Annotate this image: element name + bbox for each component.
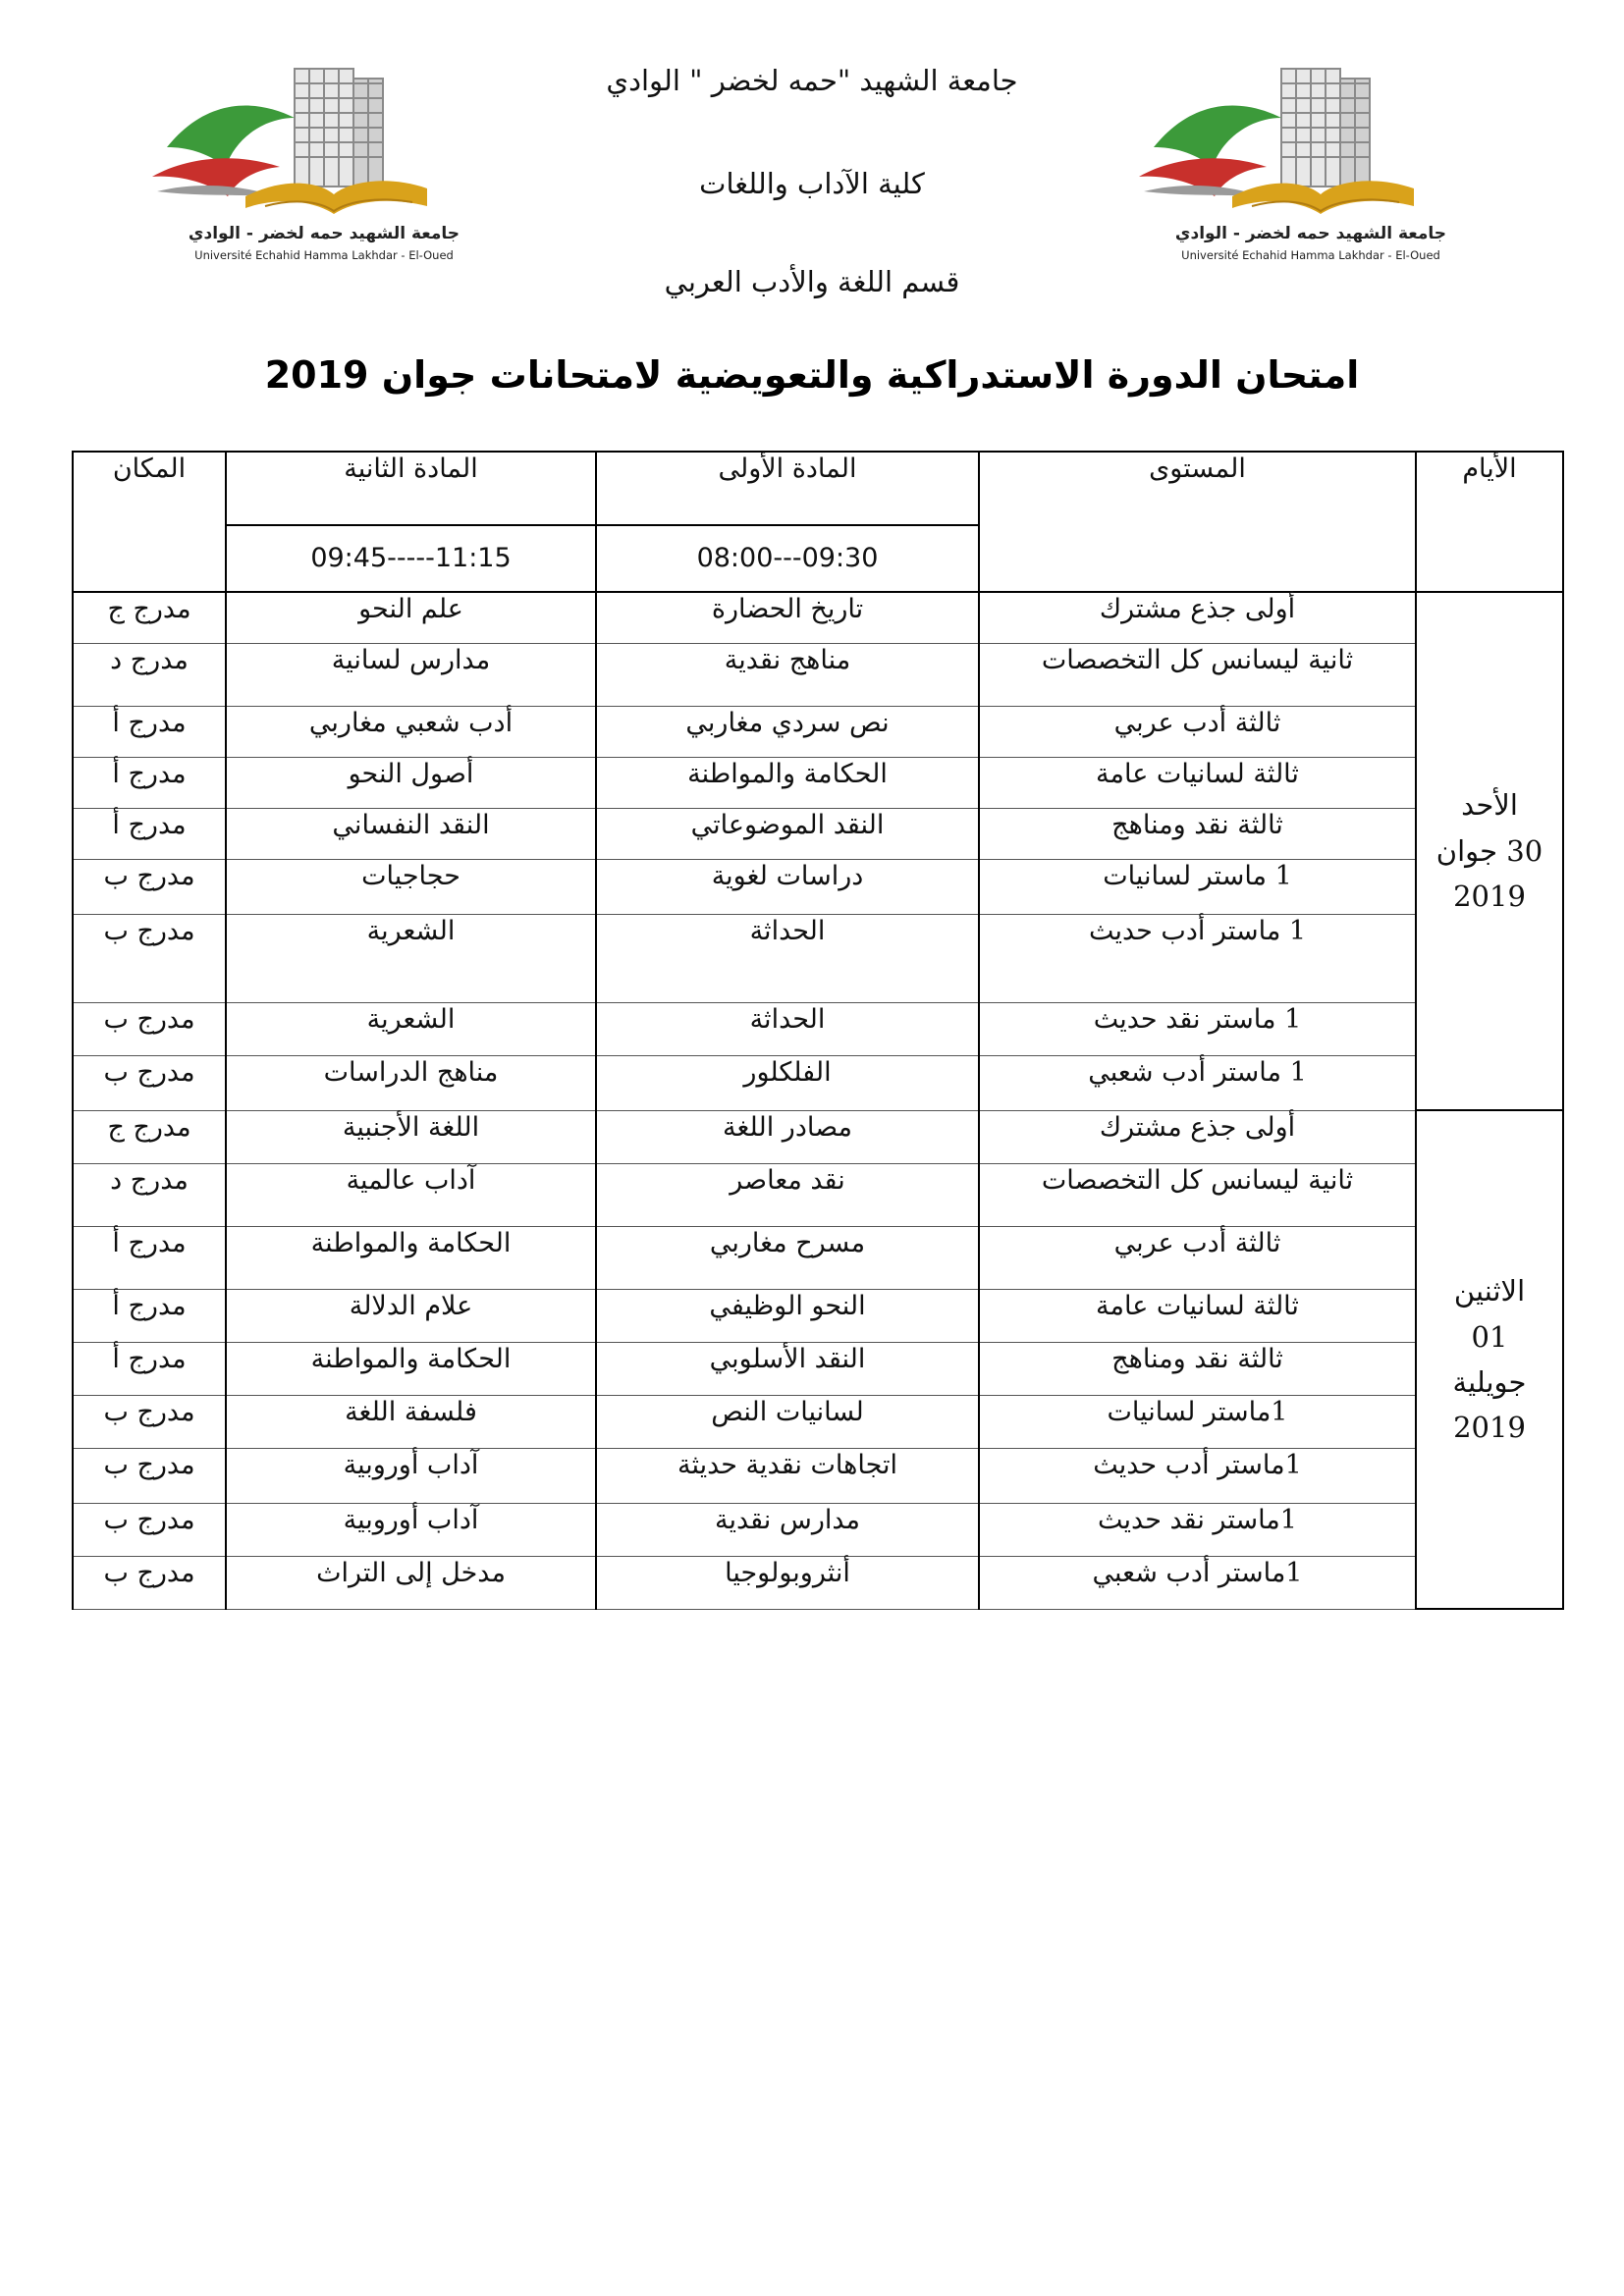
place-cell: مدرج د bbox=[73, 643, 226, 706]
table-row bbox=[73, 1163, 1563, 1226]
subject1-cell: النقد الموضوعاتي bbox=[596, 808, 979, 859]
place-cell: مدرج ج bbox=[73, 592, 226, 643]
place-cell: مدرج د bbox=[73, 1163, 226, 1226]
subject1-cell: الحكامة والمواطنة bbox=[596, 757, 979, 808]
subject1-cell: أنثروبولوجيا bbox=[596, 1556, 979, 1609]
header-time2: 09:45-----11:15 bbox=[226, 525, 596, 592]
level-cell: ثالثة أدب عربي bbox=[979, 1226, 1416, 1289]
faculty-name: كلية الآداب واللغات bbox=[699, 167, 925, 200]
subject2-cell: الحكامة والمواطنة bbox=[226, 1226, 596, 1289]
subject1-cell: مصادر اللغة bbox=[596, 1110, 979, 1163]
subject2-cell: مناهج الدراسات bbox=[226, 1055, 596, 1110]
subject1-cell: الحداثة bbox=[596, 1002, 979, 1055]
day-cell bbox=[1416, 592, 1563, 1110]
header-time1: 08:00---09:30 bbox=[596, 525, 979, 592]
day-label-line: جويلية bbox=[1452, 1365, 1527, 1399]
university-name: جامعة الشهيد "حمه لخضر " الوادي bbox=[606, 64, 1018, 97]
subject2-cell: علام الدلالة bbox=[226, 1289, 596, 1342]
level-cell: ثالثة أدب عربي bbox=[979, 706, 1416, 757]
level-cell: 1ماستر أدب حديث bbox=[979, 1448, 1416, 1503]
subject1-cell: النحو الوظيفي bbox=[596, 1289, 979, 1342]
day-label-line: الأحد bbox=[1461, 788, 1518, 823]
subject2-cell: آداب أوروبية bbox=[226, 1448, 596, 1503]
page-title: امتحان الدورة الاستدراكية والتعويضية لامتحانات جوان 2019 bbox=[264, 353, 1360, 397]
place-cell: مدرج أ bbox=[73, 1342, 226, 1395]
table-row bbox=[73, 1289, 1563, 1342]
subject1-cell: الحداثة bbox=[596, 914, 979, 1002]
table-row bbox=[73, 808, 1563, 859]
table-row bbox=[73, 643, 1563, 706]
subject1-cell: مسرح مغاربي bbox=[596, 1226, 979, 1289]
place-cell: مدرج ج bbox=[73, 1110, 226, 1163]
subject2-cell: مدارس لسانية bbox=[226, 643, 596, 706]
level-cell: أولى جذع مشترك bbox=[979, 592, 1416, 643]
day-group-sunday bbox=[73, 592, 1563, 1110]
place-cell: مدرج أ bbox=[73, 1226, 226, 1289]
table-row bbox=[73, 1448, 1563, 1503]
table-row bbox=[73, 1226, 1563, 1289]
table-row bbox=[73, 1503, 1563, 1556]
level-cell: 1ماستر نقد حديث bbox=[979, 1503, 1416, 1556]
subject2-cell: فلسفة اللغة bbox=[226, 1395, 596, 1448]
day-label-line: 30 جوان bbox=[1435, 833, 1543, 868]
header-days: الأيام bbox=[1416, 452, 1563, 592]
place-cell: مدرج أ bbox=[73, 757, 226, 808]
subject2-cell: النقد النفساني bbox=[226, 808, 596, 859]
level-cell: ثالثة لسانيات عامة bbox=[979, 757, 1416, 808]
subject1-cell: الفلكلور bbox=[596, 1055, 979, 1110]
place-cell: مدرج ب bbox=[73, 859, 226, 914]
subject2-cell: مدخل إلى التراث bbox=[226, 1556, 596, 1609]
subject2-cell: حجاجيات bbox=[226, 859, 596, 914]
day-label-line: 2019 bbox=[1453, 880, 1526, 914]
day-cell bbox=[1416, 1110, 1563, 1609]
subject1-cell: مناهج نقدية bbox=[596, 643, 979, 706]
place-cell: مدرج أ bbox=[73, 808, 226, 859]
logo-caption-arabic: جامعة الشهيد حمه لخضر - الوادي bbox=[1174, 224, 1447, 243]
place-cell: مدرج ب bbox=[73, 914, 226, 1002]
header-place: المكان bbox=[73, 452, 226, 592]
place-cell: مدرج أ bbox=[73, 1289, 226, 1342]
place-cell: مدرج ب bbox=[73, 1448, 226, 1503]
place-cell: مدرج ب bbox=[73, 1002, 226, 1055]
day-label-line: 01 bbox=[1471, 1319, 1508, 1354]
table-row bbox=[73, 1342, 1563, 1395]
subject2-cell: اللغة الأجنبية bbox=[226, 1110, 596, 1163]
table-header bbox=[73, 452, 1563, 592]
table-row bbox=[73, 1556, 1563, 1609]
level-cell: 1ماستر لسانيات bbox=[979, 1395, 1416, 1448]
logo-caption-french: Université Echahid Hamma Lakhdar - El-Oued bbox=[1181, 248, 1440, 262]
subject1-cell: نص سردي مغاربي bbox=[596, 706, 979, 757]
place-cell: مدرج ب bbox=[73, 1503, 226, 1556]
table-row bbox=[73, 706, 1563, 757]
table-row bbox=[73, 1055, 1563, 1110]
table-row bbox=[73, 914, 1563, 1002]
subject1-cell: دراسات لغوية bbox=[596, 859, 979, 914]
level-cell: 1 ماستر أدب حديث bbox=[979, 914, 1416, 1002]
level-cell: 1 ماستر أدب شعبي bbox=[979, 1055, 1416, 1110]
level-cell: ثالثة نقد ومناهج bbox=[979, 808, 1416, 859]
subject2-cell: أدب شعبي مغاربي bbox=[226, 706, 596, 757]
subject1-cell: اتجاهات نقدية حديثة bbox=[596, 1448, 979, 1503]
level-cell: ثانية ليسانس كل التخصصات bbox=[979, 643, 1416, 706]
department-name: قسم اللغة والأدب العربي bbox=[664, 265, 960, 298]
level-cell: أولى جذع مشترك bbox=[979, 1110, 1416, 1163]
place-cell: مدرج أ bbox=[73, 706, 226, 757]
table-row bbox=[73, 1395, 1563, 1448]
subject1-cell: نقد معاصر bbox=[596, 1163, 979, 1226]
place-cell: مدرج ب bbox=[73, 1556, 226, 1609]
day-group-monday bbox=[73, 1110, 1563, 1609]
subject2-cell: الشعرية bbox=[226, 914, 596, 1002]
subject2-cell: علم النحو bbox=[226, 592, 596, 643]
day-label-line: الاثنين bbox=[1453, 1274, 1526, 1308]
header-subject2: المادة الثانية bbox=[226, 452, 596, 525]
level-cell: ثانية ليسانس كل التخصصات bbox=[979, 1163, 1416, 1226]
logo-caption-arabic: جامعة الشهيد حمه لخضر - الوادي bbox=[188, 224, 460, 243]
place-cell: مدرج ب bbox=[73, 1395, 226, 1448]
level-cell: ثالثة لسانيات عامة bbox=[979, 1289, 1416, 1342]
exam-schedule-table bbox=[72, 451, 1564, 1610]
level-cell: ثالثة نقد ومناهج bbox=[979, 1342, 1416, 1395]
subject1-cell: النقد الأسلوبي bbox=[596, 1342, 979, 1395]
subject1-cell: مدارس نقدية bbox=[596, 1503, 979, 1556]
level-cell: 1ماستر أدب شعبي bbox=[979, 1556, 1416, 1609]
table-row bbox=[73, 1002, 1563, 1055]
table-row bbox=[73, 859, 1563, 914]
subject2-cell: الشعرية bbox=[226, 1002, 596, 1055]
place-cell: مدرج ب bbox=[73, 1055, 226, 1110]
logo-caption-french: Université Echahid Hamma Lakhdar - El-Oued bbox=[194, 248, 454, 262]
table-row bbox=[73, 1110, 1563, 1163]
table-row bbox=[73, 592, 1563, 643]
header-level: المستوى bbox=[979, 452, 1416, 592]
header-subject1: المادة الأولى bbox=[596, 452, 979, 525]
subject2-cell: أصول النحو bbox=[226, 757, 596, 808]
table-row bbox=[73, 757, 1563, 808]
subject1-cell: تاريخ الحضارة bbox=[596, 592, 979, 643]
subject1-cell: لسانيات النص bbox=[596, 1395, 979, 1448]
day-label-line: 2019 bbox=[1453, 1411, 1526, 1445]
subject2-cell: الحكامة والمواطنة bbox=[226, 1342, 596, 1395]
subject2-cell: آداب عالمية bbox=[226, 1163, 596, 1226]
subject2-cell: آداب أوروبية bbox=[226, 1503, 596, 1556]
level-cell: 1 ماستر لسانيات bbox=[979, 859, 1416, 914]
level-cell: 1 ماستر نقد حديث bbox=[979, 1002, 1416, 1055]
